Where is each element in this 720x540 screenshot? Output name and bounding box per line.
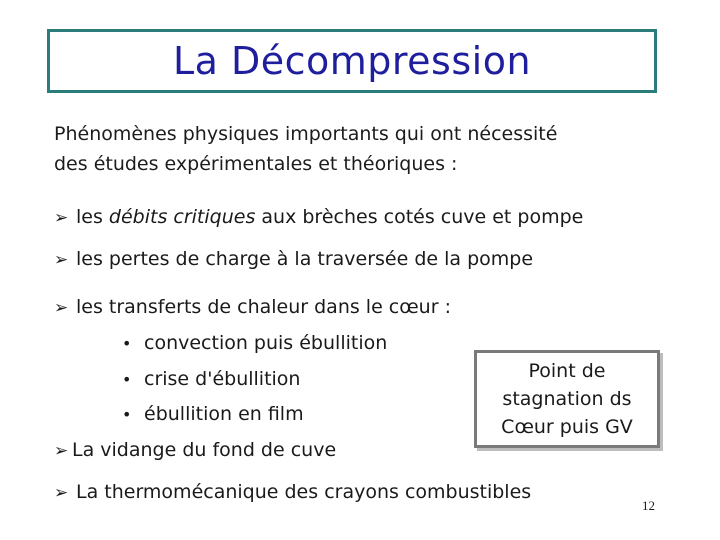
bullet-vidange-text: La vidange du fond de cuve (72, 439, 337, 461)
sub-bullet-film (122, 401, 304, 428)
callout-line-2: stagnation ds (502, 388, 632, 410)
dot-bullet-icon: • (122, 334, 132, 353)
bullet-thermo (54, 479, 531, 506)
sub-bullet-convection (122, 330, 387, 357)
arrow-bullet-icon: ➢ (54, 441, 69, 461)
bullet-debits (54, 204, 583, 231)
intro-line-2: des études expérimentales et théoriques : (54, 153, 458, 175)
bullet-debits-suffix: aux brèches cotés cuve et pompe (255, 206, 584, 228)
bullet-debits-prefix: les (76, 206, 109, 228)
title-box (47, 29, 657, 93)
intro-line-1: Phénomènes physiques importants qui ont nécessité (54, 123, 558, 145)
intro-text (54, 119, 674, 179)
callout-line-3: Cœur puis GV (501, 416, 633, 438)
bullet-vidange (54, 437, 336, 464)
arrow-bullet-icon: ➢ (54, 483, 69, 503)
sub-bullet-crise (122, 366, 300, 393)
dot-bullet-icon: • (122, 370, 132, 389)
arrow-bullet-icon: ➢ (54, 208, 69, 228)
arrow-bullet-icon: ➢ (54, 298, 69, 318)
callout-line-1: Point de (528, 360, 606, 382)
bullet-debits-emph: débits critiques (108, 206, 256, 228)
slide-title: La Décompression (172, 39, 532, 83)
arrow-bullet-icon: ➢ (54, 250, 69, 270)
bullet-transferts (54, 294, 451, 321)
sub-bullet-text: ébullition en film (144, 403, 304, 425)
bullet-thermo-text: La thermomécanique des crayons combustibles (76, 481, 532, 503)
sub-bullet-text: crise d'ébullition (144, 368, 301, 390)
page-number: 12 (642, 498, 655, 513)
bullet-pertes (54, 246, 533, 273)
sub-bullet-text: convection puis ébullition (144, 332, 388, 354)
dot-bullet-icon: • (122, 405, 132, 424)
callout-box (474, 350, 660, 448)
bullet-pertes-text: les pertes de charge à la traversée de la pompe (76, 248, 534, 270)
bullet-transferts-text: les transferts de chaleur dans le cœur : (76, 296, 451, 318)
